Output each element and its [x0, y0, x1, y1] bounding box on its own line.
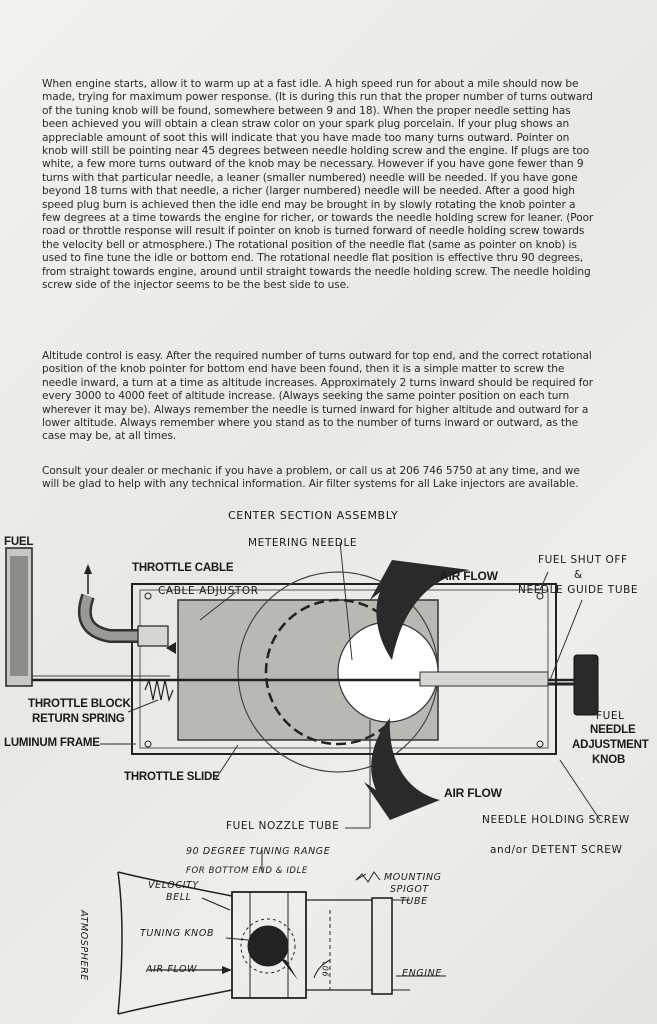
label-ninety-degrees: 90° [321, 960, 331, 977]
label-fuel-nozzle-tube: FUEL NOZZLE TUBE [226, 820, 340, 832]
label-needle-guide-tube: NEEDLE GUIDE TUBE [518, 584, 639, 596]
label-bell: BELL [166, 892, 192, 903]
label-spigot: SPIGOT [390, 884, 429, 895]
label-bottom-end: FOR BOTTOM END & IDLE [186, 866, 308, 876]
label-mounting: MOUNTING [384, 872, 442, 883]
label-cable-adjustor: CABLE ADJUSTOR [158, 585, 259, 597]
label-atmosphere: ATMOSPHERE [77, 910, 89, 981]
velocity-bell-outline [118, 872, 122, 1014]
label-velocity: VELOCITY [148, 880, 199, 891]
paragraph-altitude-control: Altitude control is easy. After the required number of turns outward for top end, and the correct rotational position of the knob pointer for bottom end have been found, then it is a simple matter to screw the needle inward, a turn at a time as altitude increases. Approximately 2 turns inward should be required for every 3000 to 4000 feet of altitude increase. (Always seeking the same pointer position on each turn wherever it may be). Always remember the needle is turned inward for higher altitude and outward for a lower altitude. Always remember where you stand as to the number of turns inward or outward, as the case may be, at all times. [42, 350, 594, 443]
label-fuel-needle-2: NEEDLE [590, 724, 636, 736]
paragraph-tuning-instructions: When engine starts, allow it to warm up at a fast idle. A high speed run for about a mile should now be made, trying for maximum power response. (It is during this run that the proper number of turns outward of the tuning knob will be found, somewhere between 9 and 18). When the proper needle setting has been achieved you will obtain a clean straw color on your spark plug porcelain. If your plug shows an appreciable amount of soot this will indicate that you have made too many turns outward. Pointer on knob will still be pointing near 45 degrees between needle holding screw and the engine. If plugs are too white, a few more turns outward of the knob may be necessary. However if you have gone fewer than 9 turns with that particular needle, a leaner (smaller numbered) needle will be needed. If you have gone beyond 18 turns with that needle, a richer (larger numbered) needle will be needed. After a good high speed plug burn is achieved then the idle end may be brought in by slowly rotating the knob pointer a few degrees at a time towards the engine for richer, or towards the needle holding screw for leaner. (Poor road or throttle response will result if pointer on knob is turned forward of needle holding screw towards the velocity bell or atmosphere.) The rotational position of the needle flat (same as pointer on knob) is used to fine tune the idle or bottom end. The rotational needle flat position is effective thru 90 degrees, from straight towards engine, around until straight towards the needle holding screw. The needle holding screw side of the injector seems to be the best side to use. [42, 78, 594, 292]
label-throttle-slide: THROTTLE SLIDE [124, 771, 220, 783]
label-degree-range: 90 DEGREE TUNING RANGE [186, 846, 331, 857]
label-tube: TUBE [400, 896, 428, 907]
label-fuel-needle-3: ADJUSTMENT [572, 739, 649, 751]
label-ampersand: & [574, 569, 583, 581]
paragraph-contact-dealer: Consult your dealer or mechanic if you have a problem, or call us at 206 746 5750 at any time, and we will be glad to help with any technical information. Air filter systems for all Lake injectors are available. [42, 465, 580, 491]
label-fuel-shut-off: FUEL SHUT OFF [538, 554, 628, 566]
label-throttle-cable: THROTTLE CABLE [132, 562, 234, 574]
label-throttle-block: THROTTLE BLOCK [28, 698, 131, 710]
label-aluminum-frame: LUMINUM FRAME [4, 737, 100, 749]
label-metering-needle: METERING NEEDLE [248, 537, 358, 549]
label-detent-screw: and/or DETENT SCREW [490, 844, 623, 856]
label-air-flow-sketch: AIR FLOW [146, 964, 198, 975]
label-engine: ENGINE [402, 968, 442, 979]
mounting-spigot-sketch [372, 898, 392, 994]
label-return-spring: RETURN SPRING [32, 713, 125, 725]
label-fuel: FUEL [4, 536, 34, 548]
label-tuning-knob: TUNING KNOB [140, 928, 215, 939]
label-air-flow-top: AIR FLOW [440, 569, 498, 583]
label-fuel-needle-1: FUEL [596, 710, 625, 722]
label-air-flow-bottom: AIR FLOW [444, 786, 502, 800]
diagram-title: CENTER SECTION ASSEMBLY [228, 509, 399, 522]
label-needle-holding-screw: NEEDLE HOLDING SCREW [482, 814, 630, 826]
label-fuel-needle-4: KNOB [592, 754, 626, 766]
